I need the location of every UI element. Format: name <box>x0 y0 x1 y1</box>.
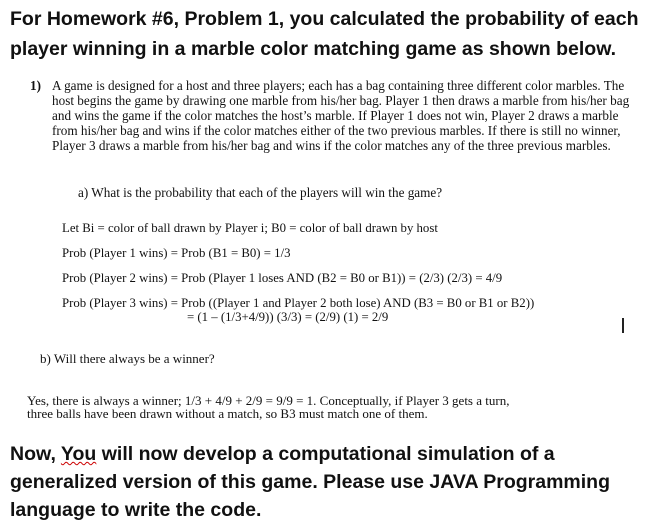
footer-line-1-rest: will now develop a computational simulation of a <box>96 443 555 465</box>
player-2-probability: Prob (Player 2 wins) = Prob (Player 1 loses AND (B2 = B0 or B1)) = (2/3) (2/3) = 4/9 <box>62 271 503 285</box>
player-3-probability-line-2: = (1 – (1/3+4/9)) (3/3) = (2/9) (1) = 2/9 <box>187 310 389 324</box>
footer-line-1-prefix: Now, <box>10 443 61 465</box>
header-line-1: For Homework #6, Problem 1, you calculated the probability of each <box>10 8 639 30</box>
question-a: a) What is the probability that each of the players will win the game? <box>78 185 443 200</box>
footer-line-3: language to write the code. <box>10 499 262 521</box>
footer-you-word: You <box>60 443 97 465</box>
question-b: b) Will there always be a winner? <box>40 351 215 366</box>
problem-text: A game is designed for a host and three players; each has a bag containing three different color marbles. The host begins the game by drawing one marble from his/her bag. Player 1 then draws a marble from his/her bag and wins the game if the color matches the host’s marble. If Player 1 does not win, Player 2 draws a marble from his/her bag and wins if the color matches either of the two previous marbles. If there is still no winner, Player 3 draws a marble from his/her bag and wins if the color matches any of the three previous marbles. <box>52 78 630 153</box>
problem-statement <box>30 78 640 153</box>
footer-line-1 <box>10 440 640 468</box>
player-1-probability: Prob (Player 1 wins) = Prob (B1 = B0) = 1/3 <box>62 246 291 260</box>
definition-line: Let Bi = color of ball drawn by Player i; B0 = color of ball drawn by host <box>62 221 438 235</box>
problem-number: 1) <box>30 78 41 93</box>
footer-line-2: generalized version of this game. Please use JAVA Programming <box>10 471 610 493</box>
answer-b-line-2: three balls have been drawn without a match, so B3 must match one of them. <box>27 406 428 421</box>
header-line-2: player winning in a marble color matching game as shown below. <box>10 38 617 60</box>
assignment-footer <box>10 440 640 524</box>
player-3-probability-line-1: Prob (Player 3 wins) = Prob ((Player 1 and Player 2 both lose) AND (B3 = B0 or B1 or B2)) <box>62 296 535 310</box>
text-cursor <box>622 318 624 333</box>
answer-b-line-1: Yes, there is always a winner; 1/3 + 4/9 + 2/9 = 9/9 = 1. Conceptually, if Player 3 gets a turn, <box>27 393 510 408</box>
assignment-header <box>10 4 640 64</box>
